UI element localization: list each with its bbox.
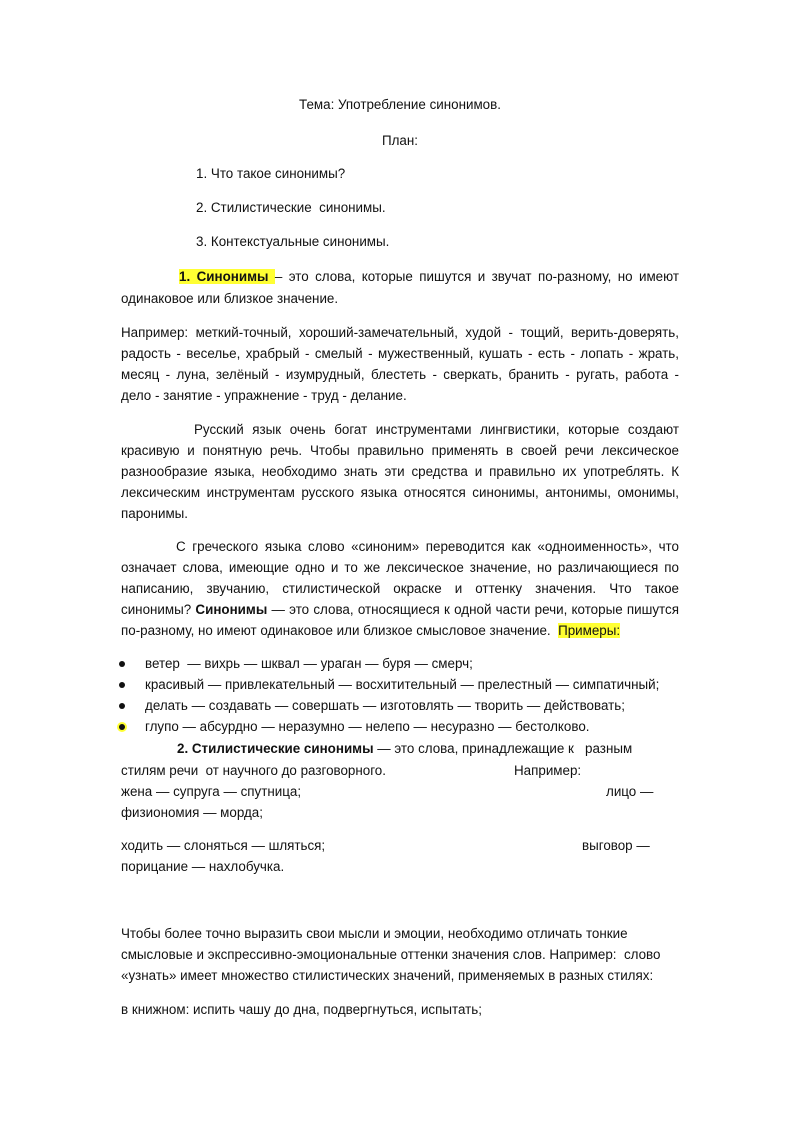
document-title: Тема: Употребление синонимов. [299, 97, 501, 112]
bullet-marker [119, 682, 125, 688]
section1-definition-line2: одинаковое или близкое значение. [121, 291, 339, 306]
section2-heading: 2. Стилистические синонимы [177, 741, 374, 756]
synonym-row: ходить — слоняться — шляться; [121, 838, 326, 853]
paragraph-line: Чтобы более точно выразить свои мысли и эмоции, необходимо отличать тонкие [121, 926, 628, 941]
paragraph-line: синонимы? Синонимы — это слова, относящиеся к одной части речи, которые пишутся [121, 602, 679, 617]
synonym-row: жена — супруга — спутница; [121, 784, 302, 799]
examples-line: месяц - луна, зелёный - изумрудный, блестеть - сверкать, бранить - ругать, работа - [121, 367, 679, 382]
synonym-row: лицо — [606, 784, 654, 799]
plan-heading: План: [381, 133, 418, 148]
examples-line: Например: меткий-точный, хороший-замечательный, худой - тощий, верить-доверять, [121, 325, 679, 340]
paragraph-line: лексическим инструментам русского языка относятся синонимы, антонимы, омонимы, [121, 485, 679, 500]
plan-item-2: 2. Стилистические синонимы. [196, 200, 386, 215]
paragraph-line: Русский язык очень богат инструментами лингвистики, которые создают [194, 422, 679, 437]
section2-definition-line2: стилям речи от научного до разговорного. [121, 763, 386, 778]
paragraph-line: смысловые и экспрессивно-эмоциональные оттенки значения слов. Например: слово [121, 947, 661, 962]
synonym-row: порицание — нахлобучка. [121, 859, 285, 874]
section1-definition-line1: 1. Синонимы – это слова, которые пишутся и звучат по-разному, но имеют [179, 269, 679, 284]
paragraph-line: в книжном: испить чашу до дна, подвергнуться, испытать; [121, 1002, 482, 1017]
section1-heading: 1. Синонимы [179, 269, 275, 284]
list-item: красивый — привлекательный — восхитительный — прелестный — симпатичный; [145, 677, 660, 692]
bullet-marker [119, 724, 125, 730]
paragraph-line: С греческого языка слово «синоним» переводится как «одноименность», что [176, 539, 679, 554]
bullet-marker [119, 703, 125, 709]
paragraph-line: «узнать» имеет множество стилистических значений, применяемых в разных стилях: [121, 968, 654, 983]
list-item: делать — создавать — совершать — изготовлять — творить — действовать; [145, 698, 625, 713]
paragraph-line: написанию, звучанию, стилистической окраске и оттенку значения. Что такое [121, 581, 679, 596]
synonym-row: выговор — [582, 838, 650, 853]
examples-highlight: Примеры: [558, 623, 621, 638]
examples-line: радость - веселье, храбрый - смелый - мужественный, кушать - есть - лопать - жрать, [121, 346, 679, 361]
section2-definition-line1: 2. Стилистические синонимы — это слова, принадлежащие к разным [177, 741, 633, 756]
paragraph-line: по-разному, но имеют одинаковое или близкое смысловое значение. Примеры: [121, 623, 621, 638]
synonym-row: физиономия — морда; [121, 805, 263, 820]
list-item: глупо — абсурдно — неразумно — нелепо — несуразно — бестолково. [145, 719, 590, 734]
paragraph-line: красивую и понятную речь. Чтобы правильно применять в своей речи лексическое [121, 443, 679, 458]
plan-item-3: 3. Контекстуальные синонимы. [196, 234, 390, 249]
plan-item-1: 1. Что такое синонимы? [196, 166, 346, 181]
bullet-marker [119, 661, 125, 667]
section2-example-label: Например: [514, 763, 582, 778]
paragraph-line: паронимы. [121, 506, 189, 521]
paragraph-line: означает слова, имеющие одно и то же лексическое значение, но различающиеся по [121, 560, 679, 575]
examples-line: дело - занятие - упражнение - труд - делание. [121, 388, 407, 403]
paragraph-line: разнообразие языка, необходимо знать эти средства и правильно их употреблять. К [121, 464, 679, 479]
list-item: ветер — вихрь — шквал — ураган — буря — смерч; [145, 656, 473, 671]
